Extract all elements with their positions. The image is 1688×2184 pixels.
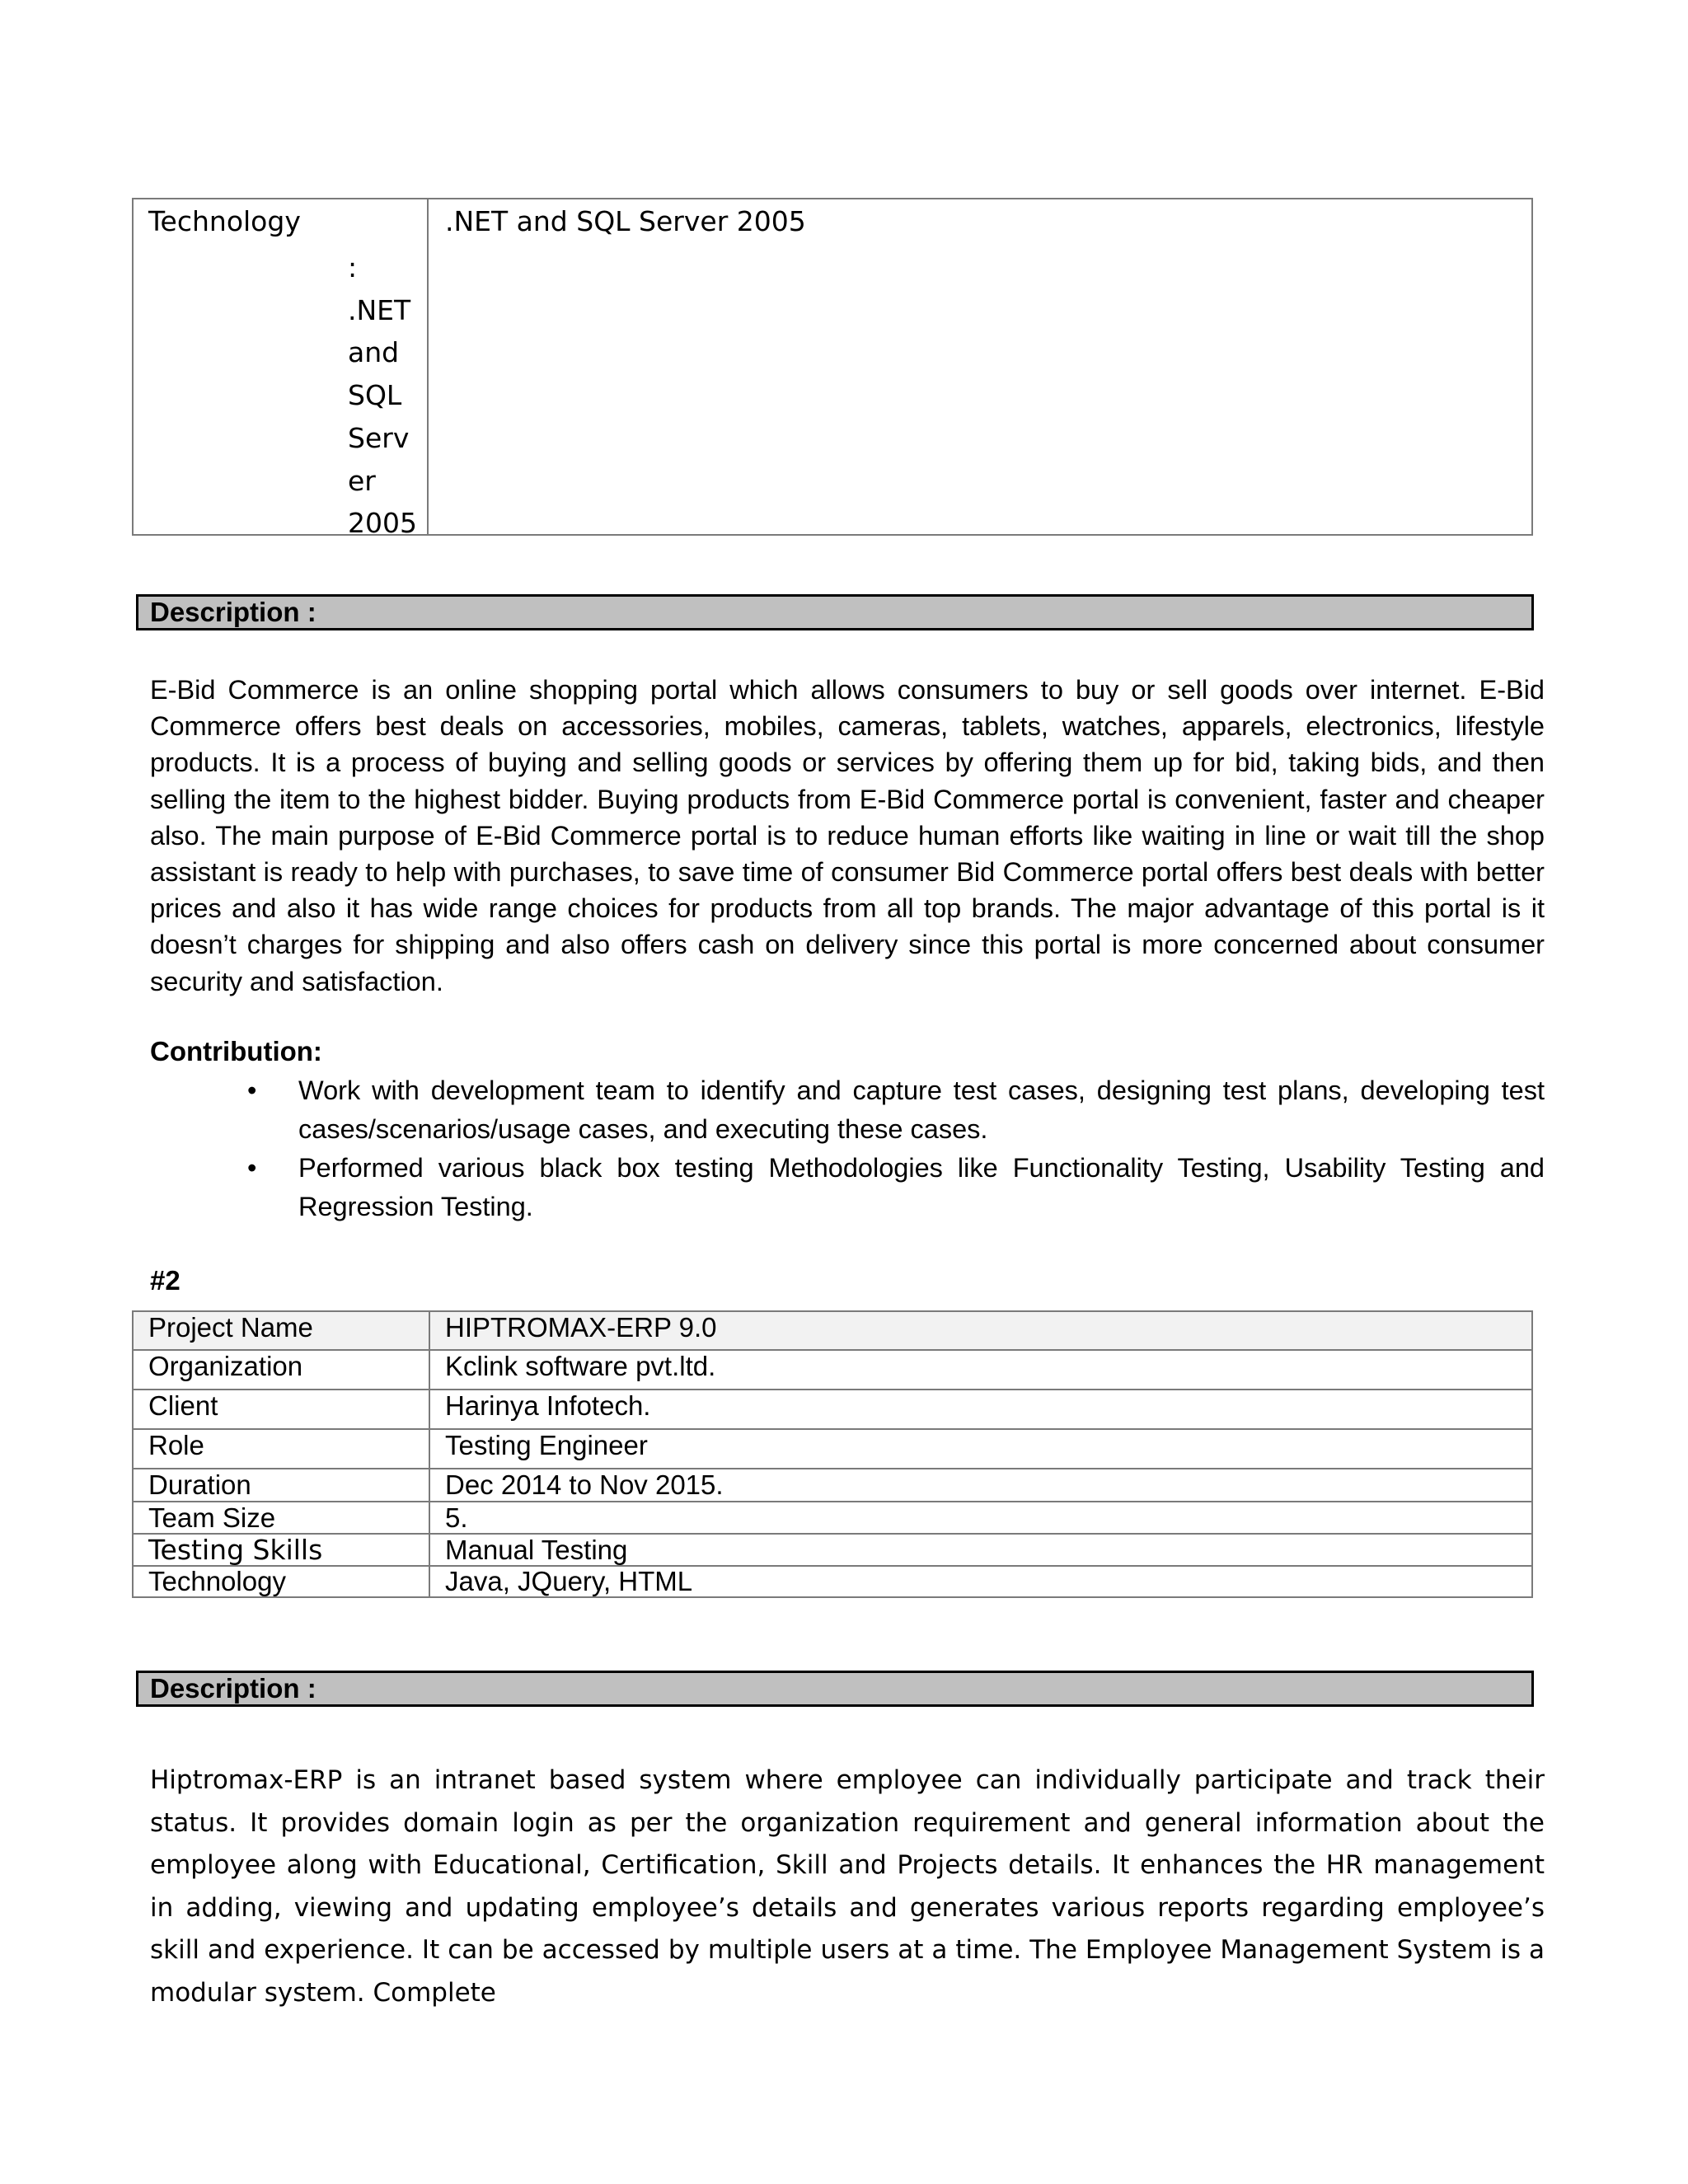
row-value: HIPTROMAX-ERP 9.0 — [429, 1311, 1532, 1350]
contribution-heading: Contribution: — [150, 1036, 322, 1066]
list-item-text: Performed various black box testing Methodologies like Functionality Testing, Usability Testing and Regression Testing. — [298, 1153, 1545, 1221]
description-header: Description : — [136, 1671, 1534, 1707]
row-label: Team Size — [133, 1502, 429, 1534]
row-value: Manual Testing — [429, 1534, 1532, 1566]
table-row — [133, 1566, 1532, 1597]
description-header: Description : — [136, 594, 1534, 630]
row-value: Testing Engineer — [429, 1429, 1532, 1469]
list-item — [150, 1149, 1545, 1226]
row-label: Role — [133, 1429, 429, 1469]
row-label: Testing Skills — [133, 1534, 429, 1566]
technology-label: Technology — [148, 205, 301, 237]
wrapped-line: er — [348, 464, 376, 497]
table-row — [133, 1429, 1532, 1469]
table-row — [133, 1311, 1532, 1350]
project-details-table — [132, 1310, 1533, 1598]
wrapped-line: 2005 — [348, 507, 417, 540]
row-label: Organization — [133, 1350, 429, 1390]
bullet-icon: • — [247, 1153, 257, 1183]
row-label: Client — [133, 1390, 429, 1429]
table-row — [133, 1469, 1532, 1502]
wrapped-line: and — [348, 336, 400, 369]
wrapped-line: SQL — [348, 379, 402, 412]
table-row — [133, 1534, 1532, 1566]
contribution-list — [150, 1071, 1545, 1226]
table-row — [133, 1390, 1532, 1429]
technology-value: .NET and SQL Server 2005 — [445, 205, 806, 237]
list-item — [150, 1071, 1545, 1149]
project-number: #2 — [150, 1265, 181, 1296]
wrapped-line: .NET — [348, 293, 411, 326]
row-value: Dec 2014 to Nov 2015. — [429, 1469, 1532, 1502]
row-label: Project Name — [133, 1311, 429, 1350]
table-row — [133, 1350, 1532, 1390]
technology-label-cell — [134, 199, 429, 540]
wrapped-line: : — [348, 251, 358, 284]
row-value: Java, JQuery, HTML — [429, 1566, 1532, 1597]
description-paragraph: Hiptromax-ERP is an intranet based system where employee can individually participate and track their status. It provides domain login as per the organization requirement and general information about the employee along with Educational, Certification, Skill and Projects details. It enhances the HR management in adding, viewing and updating employee’s details and generates various reports regarding employee’s skill and experience. It can be accessed by multiple users at a time. The Employee Management System is a modular system. Complete — [150, 1765, 1545, 2008]
bullet-icon: • — [247, 1076, 257, 1105]
technology-table — [132, 198, 1533, 540]
wrapped-line: Serv — [348, 421, 410, 454]
row-value: Kclink software pvt.ltd. — [429, 1350, 1532, 1390]
technology-wrapped-text — [348, 246, 426, 545]
table-row — [133, 1502, 1532, 1534]
row-label: Technology — [133, 1566, 429, 1597]
row-value: 5. — [429, 1502, 1532, 1534]
row-label: Duration — [133, 1469, 429, 1502]
description-paragraph: E-Bid Commerce is an online shopping portal which allows consumers to buy or sell goods over internet. E-Bid Commerce offers best deals on accessories, mobiles, cameras, tablets, watches, apparels, electronics, lifestyle products. It is a process of buying and selling goods or services by offering them up for bid, taking bids, and then selling the item to the highest bidder. Buying products from E-Bid Commerce portal is convenient, faster and cheaper also. The main purpose of E-Bid Commerce portal is to reduce human efforts like waiting in line or wait till the shop assistant is ready to help with purchases, to save time of consumer Bid Commerce portal offers best deals with better prices and also it has wide range choices for products from all top brands. The major advantage of this portal is it doesn’t charges for shipping and also offers cash on delivery since this portal is more concerned about consumer security and satisfaction. — [150, 675, 1545, 996]
row-value: Harinya Infotech. — [429, 1390, 1532, 1429]
list-item-text: Work with development team to identify and capture test cases, designing test plans, developing test cases/scenarios/usage cases, and executing these cases. — [298, 1076, 1545, 1144]
